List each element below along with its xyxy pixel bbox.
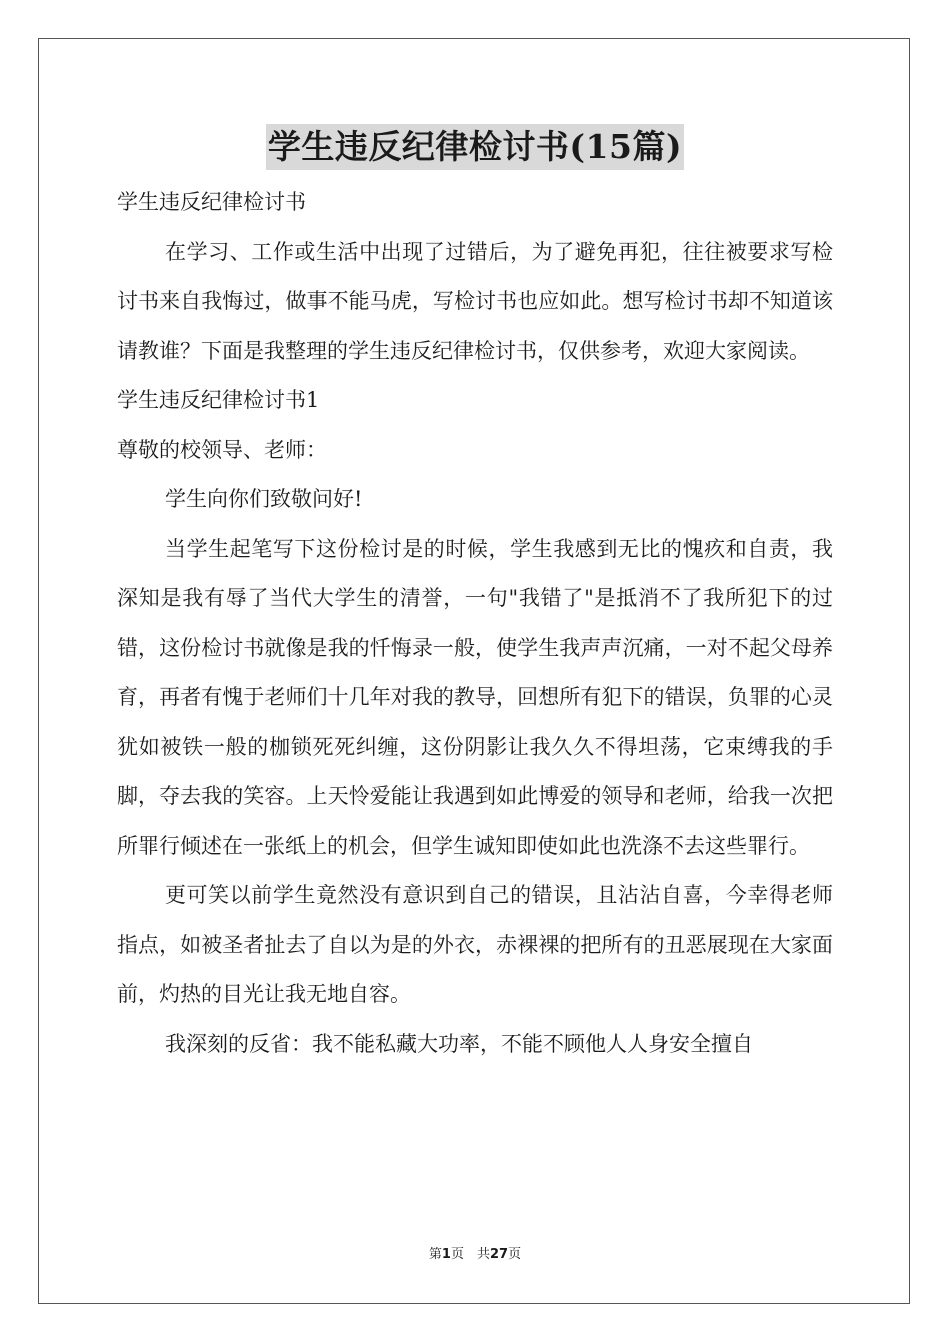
document-body (117, 178, 833, 1069)
footer-suffix: 页 (508, 1247, 522, 1262)
section-heading: 学生违反纪律检讨书1 (117, 388, 320, 412)
footer-page-number: 1 (441, 1247, 451, 1262)
footer-total-pages: 27 (489, 1247, 509, 1262)
footer-mid: 页 共 (450, 1247, 490, 1262)
paragraph: 我深刻的反省：我不能私藏大功率，不能不顾他人人身安全擅自 (165, 1031, 753, 1056)
title-container (0, 124, 950, 170)
page-footer (0, 1245, 950, 1265)
document-title: 学生违反纪律检讨书(15篇) (266, 124, 684, 170)
paragraph: 学生向你们致敬问好! (165, 487, 363, 511)
paragraph: 学生违反纪律检讨书 (117, 190, 306, 214)
paragraph: 当学生起笔写下这份检讨是的时候，学生我感到无比的愧疚和自责，我深知是我有辱了当代大学生的清誉，一句"我错了"是抵消不了我所犯下的过错，这份检讨书就像是我的忏悔录一般，使学生我声声沉痛，一对不起父母养育，再者有愧于老师们十几年对我的教导，回想所有犯下的错误，负罪的心灵犹如被铁一般的枷锁死死纠缠，这份阴影让我久久不得坦荡，它束缚我的手脚，夺去我的笑容。上天怜爱能让我遇到如此博爱的领导和老师，给我一次把所罪行倾述在一张纸上的机会，但学生诚知即使如此也洗涤不去这些罪行。 (117, 536, 833, 858)
salutation: 尊敬的校领导、老师： (117, 437, 327, 462)
paragraph: 在学习、工作或生活中出现了过错后，为了避免再犯，往往被要求写检讨书来自我悔过，做事不能马虎，写检讨书也应如此。想写检讨书却不知道该请教谁？下面是我整理的学生违反纪律检讨书，仅供参考，欢迎大家阅读。 (117, 239, 833, 363)
paragraph: 更可笑以前学生竟然没有意识到自己的错误，且沾沾自喜，今幸得老师指点，如被圣者扯去了自以为是的外衣，赤裸裸的把所有的丑恶展现在大家面前，灼热的目光让我无地自容。 (117, 883, 833, 1006)
footer-prefix: 第 (428, 1247, 442, 1262)
